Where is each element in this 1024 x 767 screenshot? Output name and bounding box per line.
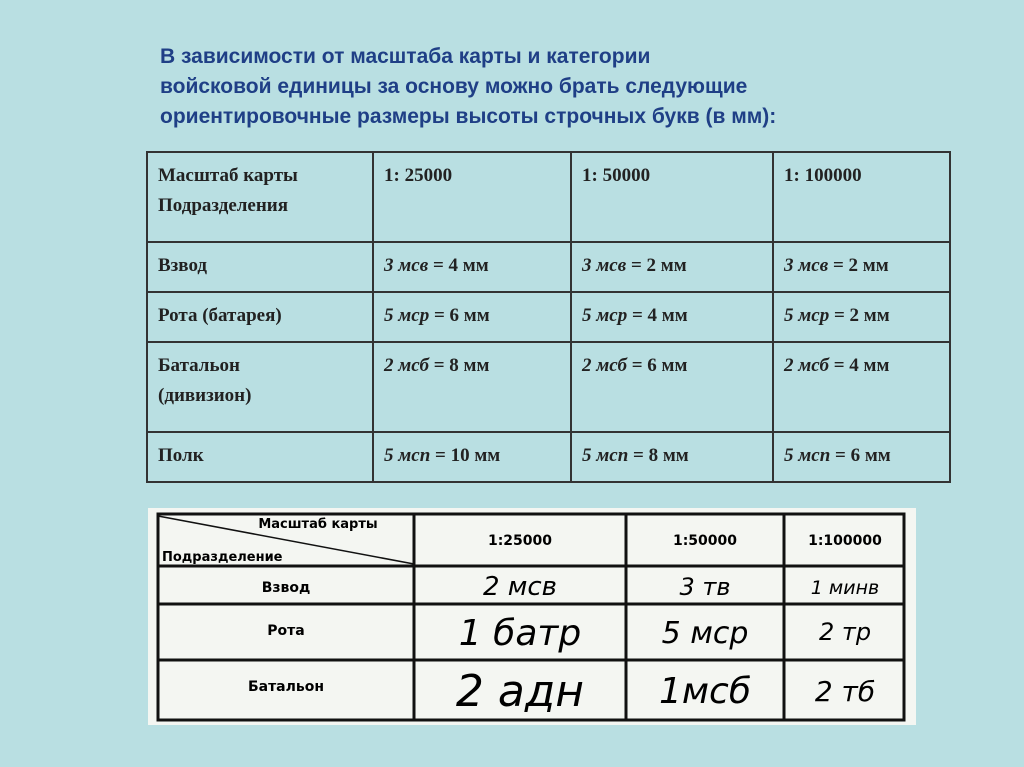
- table-header-row: [147, 152, 950, 242]
- letter-size: = 6 мм: [429, 305, 490, 326]
- letter-size: = 4 мм: [428, 255, 489, 276]
- header-label-cell: [147, 152, 373, 242]
- letter-size: = 8 мм: [428, 355, 490, 376]
- handwritten-label-25000: 2 мсв: [482, 572, 558, 602]
- unit-name: Рота (батарея): [158, 305, 282, 326]
- letter-size: = 2 мм: [829, 305, 890, 326]
- letter-size: = 6 мм: [626, 355, 688, 376]
- unit-abbr: 3 мсв: [582, 255, 627, 276]
- heading-line-3: ориентировочные размеры высоты строчных букв (в мм):: [160, 105, 777, 128]
- letter-size: = 2 мм: [626, 255, 687, 276]
- size-cell: [373, 342, 571, 432]
- size-cell: [373, 292, 571, 342]
- letter-size: = 8 мм: [628, 445, 689, 466]
- handwritten-unit-name: Батальон: [247, 679, 325, 695]
- size-cell: [773, 242, 950, 292]
- size-cell: [571, 242, 773, 292]
- size-cell: [373, 432, 571, 482]
- letter-size: = 4 мм: [627, 305, 688, 326]
- header-scale-100000: 1: 100000: [773, 152, 950, 242]
- handwritten-scale-50000: 1:50000: [672, 533, 738, 549]
- handwritten-label-50000: 5 мср: [661, 616, 749, 651]
- handwritten-table-graphic: [148, 508, 916, 725]
- size-cell: [773, 292, 950, 342]
- header-scale-25000: 1: 25000: [373, 152, 571, 242]
- unit-name-continued: (дивизион): [158, 385, 252, 406]
- size-cell: [773, 342, 950, 432]
- size-cell: [571, 342, 773, 432]
- header-label-line-2: Подразделения: [158, 195, 289, 216]
- table-row: [147, 242, 950, 292]
- unit-name: Взвод: [158, 255, 208, 276]
- unit-abbr: 5 мср: [582, 305, 628, 326]
- handwritten-label-25000: 2 адн: [455, 666, 585, 717]
- size-cell: [571, 432, 773, 482]
- slide-heading: [160, 42, 960, 132]
- handwritten-unit-name: Рота: [267, 623, 305, 639]
- unit-abbr: 5 мсп: [582, 445, 629, 466]
- letter-size: = 4 мм: [828, 355, 890, 376]
- unit-name: Батальон: [158, 355, 240, 376]
- unit-abbr: 5 мср: [784, 305, 830, 326]
- unit-abbr: 5 мсп: [384, 445, 431, 466]
- handwritten-header-top: Масштаб карты: [258, 517, 378, 532]
- heading-line-1: В зависимости от масштаба карты и категории: [160, 45, 651, 68]
- unit-name-cell: [147, 342, 373, 432]
- size-cell: [373, 242, 571, 292]
- handwritten-scale-100000: 1:100000: [808, 533, 882, 549]
- unit-abbr: 5 мср: [384, 305, 430, 326]
- unit-abbr: 2 мсб: [784, 355, 829, 376]
- unit-abbr: 2 мсб: [582, 355, 627, 376]
- handwritten-unit-name: Взвод: [261, 580, 311, 596]
- handwritten-scale-25000: 1:25000: [487, 533, 553, 549]
- handwritten-example-table: [148, 508, 916, 725]
- size-cell: [571, 292, 773, 342]
- unit-name-cell: [147, 432, 373, 482]
- table-row: [147, 432, 950, 482]
- handwritten-label-50000: 1мсб: [658, 671, 752, 712]
- handwritten-label-50000: 3 тв: [679, 573, 731, 601]
- header-scale-50000: 1: 50000: [571, 152, 773, 242]
- letter-size: = 6 мм: [830, 445, 891, 466]
- unit-abbr: 3 мсв: [784, 255, 829, 276]
- unit-abbr: 2 мсб: [384, 355, 429, 376]
- unit-name: Полк: [158, 445, 204, 466]
- header-label-line-1: Масштаб карты: [158, 165, 298, 186]
- unit-name-cell: [147, 292, 373, 342]
- handwritten-label-25000: 1 батр: [458, 613, 582, 654]
- unit-abbr: 5 мсп: [784, 445, 831, 466]
- handwritten-label-100000: 1 минв: [810, 577, 880, 599]
- handwritten-label-100000: 2 тб: [814, 675, 876, 708]
- letter-size: = 2 мм: [828, 255, 889, 276]
- size-cell: [773, 432, 950, 482]
- unit-name-cell: [147, 242, 373, 292]
- table-row: [147, 292, 950, 342]
- handwritten-header-bottom: Подразделение: [162, 550, 283, 565]
- unit-abbr: 3 мсв: [384, 255, 429, 276]
- letter-size: = 10 мм: [430, 445, 501, 466]
- heading-line-2: войсковой единицы за основу можно брать следующие: [160, 75, 748, 98]
- table-row: [147, 342, 950, 432]
- letter-height-table: [146, 151, 951, 483]
- handwritten-label-100000: 2 тр: [818, 618, 872, 646]
